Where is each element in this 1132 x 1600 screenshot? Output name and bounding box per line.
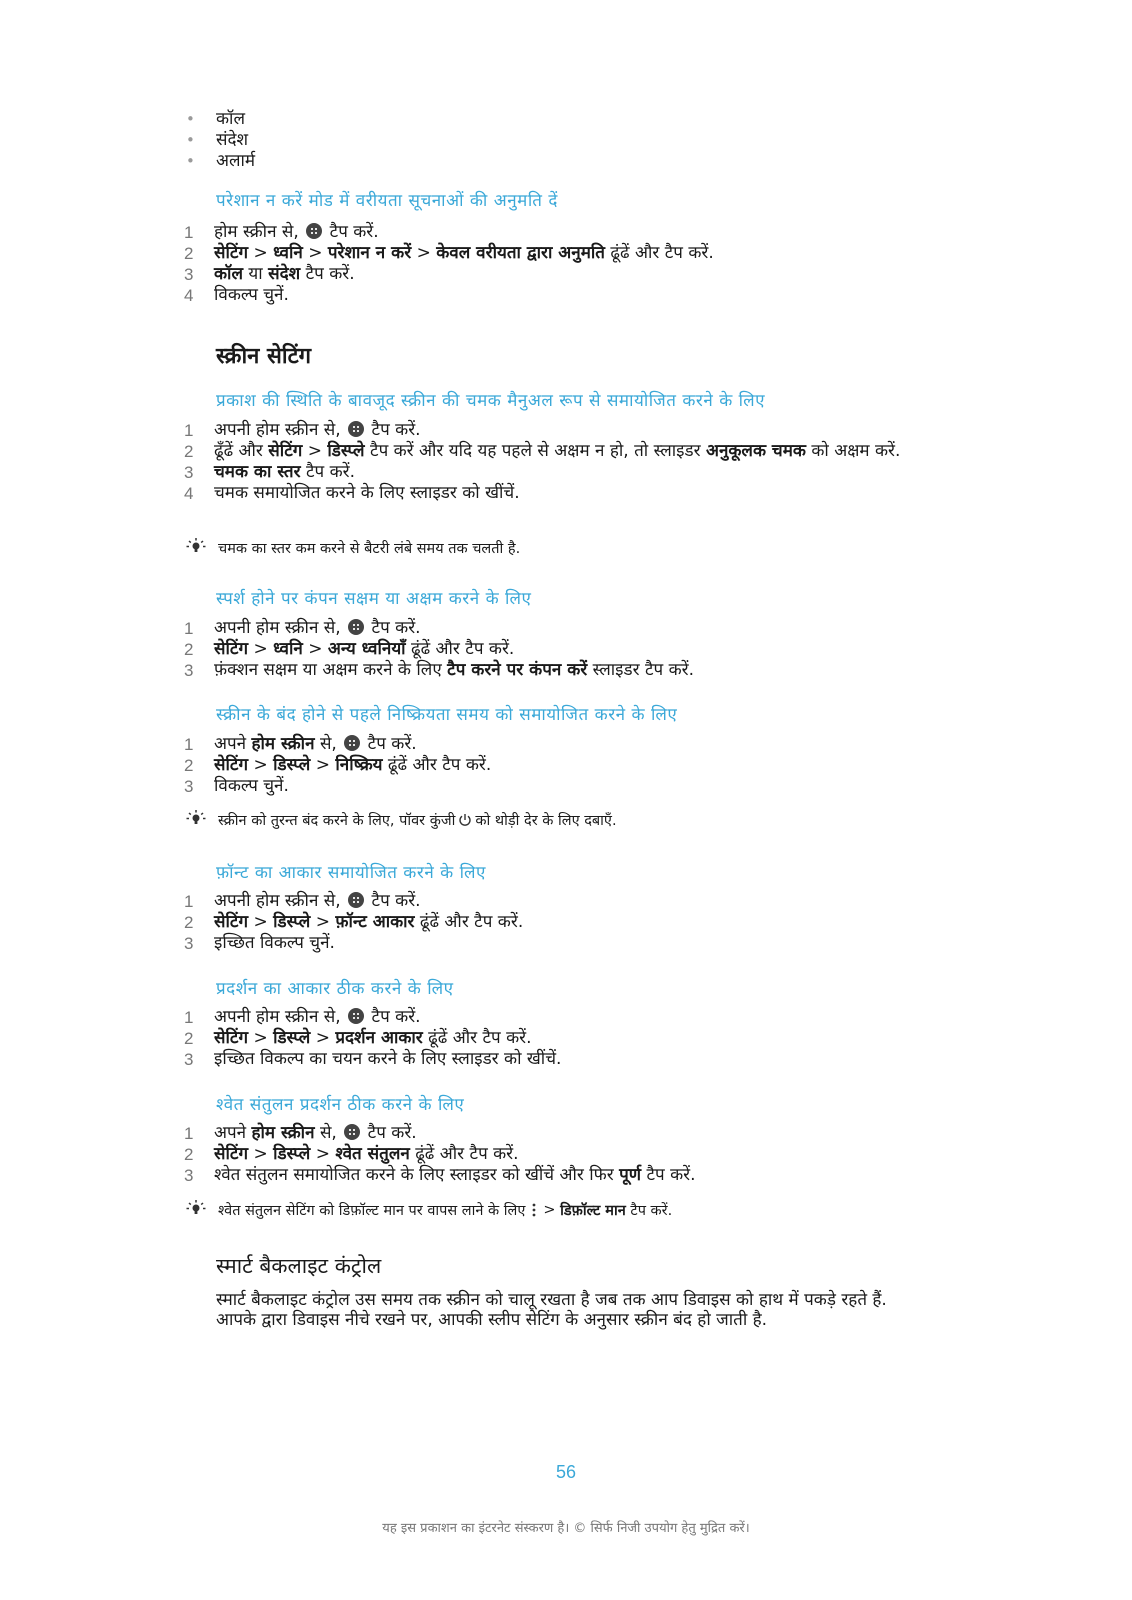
section-heading: स्पर्श होने पर कंपन सक्षम या अक्षम करने के लिए [216,589,532,609]
page-title: स्क्रीन सेटिंग [216,344,312,369]
section-heading: फ़ॉन्ट का आकार समायोजित करने के लिए [216,863,486,883]
footer-note: यह इस प्रकाशन का इंटरनेट संस्करण है। © सिर्फ निजी उपयोग हेतु मुद्रित करें। [382,1521,750,1536]
section-heading: प्रकाश की स्थिति के बावजूद स्क्रीन की चमक मैनुअल रूप से समायोजित करने के लिए [216,391,766,411]
step-item: 2 सेटिंग > डिस्प्ले > प्रदर्शन आकार ढूंढें और टैप करें. [184,1028,532,1048]
list-item: • कॉल [186,109,245,129]
apps-icon [306,223,322,239]
section-heading: परेशान न करें मोड में वरीयता सूचनाओं की अनुमति दें [216,191,558,211]
apps-icon [348,1008,364,1024]
tip-note: स्क्रीन को तुरन्त बंद करने के लिए, पॉवर कुंजी को थोड़ी देर के लिए दबाएँ. [184,810,617,830]
power-icon [458,813,472,827]
step-item: 1 अपनी होम स्क्रीन से, टैप करें. [184,420,421,440]
step-item: 1 अपने होम स्क्रीन से, टैप करें. [184,1123,417,1143]
apps-icon [348,619,364,635]
step-item: 3 चमक का स्तर टैप करें. [184,462,356,482]
step-item: 2 सेटिंग > डिस्प्ले > फ़ॉन्ट आकार ढूंढें और टैप करें. [184,912,524,932]
step-item: 2 सेटिंग > डिस्प्ले > श्वेत संतुलन ढूंढें और टैप करें. [184,1144,519,1164]
section-heading: स्क्रीन के बंद होने से पहले निष्क्रियता समय को समायोजित करने के लिए [216,705,678,725]
apps-icon [344,1124,360,1140]
apps-icon [344,735,360,751]
step-item: 2 ढूँढें और सेटिंग > डिस्प्ले टैप करें और यदि यह पहले से अक्षम न हो, तो स्लाइडर अनुकूलक चमक को अक्षम करें. [184,441,901,461]
steps-list [184,1123,904,1186]
step-item: 3 इच्छित विकल्प का चयन करने के लिए स्लाइडर को खींचें. [184,1049,562,1069]
step-item: 4 चमक समायोजित करने के लिए स्लाइडर को खींचें. [184,483,520,503]
steps-list [184,1007,904,1070]
more-options-icon [529,1203,539,1217]
list-item: • संदेश [186,130,249,150]
step-item: 4 विकल्प चुनें. [184,285,289,305]
list-item: • अलार्म [186,151,256,171]
section-title: स्मार्ट बैकलाइट कंट्रोल [216,1254,382,1278]
step-item: 1 अपनी होम स्क्रीन से, टैप करें. [184,618,421,638]
step-item: 2 सेटिंग > डिस्प्ले > निष्क्रिय ढूंढें और टैप करें. [184,755,492,775]
body-paragraph: स्मार्ट बैकलाइट कंट्रोल उस समय तक स्क्रीन को चालू रखता है जब तक आप डिवाइस को हाथ में पकड़े रहते हैं. आपके द्वारा डिवाइस नीचे रखने पर, आपकी स्लीप सेटिंग के अनुसार स्क्रीन बंद हो जाती है. [216,1290,887,1330]
step-item: 3 फ़ंक्शन सक्षम या अक्षम करने के लिए टैप करने पर कंपन करें स्लाइडर टैप करें. [184,660,695,680]
apps-icon [348,892,364,908]
steps-list [184,420,904,504]
step-item: 1 अपने होम स्क्रीन से, टैप करें. [184,734,417,754]
lightbulb-icon [184,538,218,558]
steps-list [184,891,904,954]
step-item: 1 अपनी होम स्क्रीन से, टैप करें. [184,891,421,911]
page-number: 56 [555,1462,577,1482]
section-heading: श्वेत संतुलन प्रदर्शन ठीक करने के लिए [216,1095,465,1115]
lightbulb-icon [184,810,218,830]
step-item: 1 अपनी होम स्क्रीन से, टैप करें. [184,1007,421,1027]
apps-icon [348,421,364,437]
step-item: 3 कॉल या संदेश टैप करें. [184,264,355,284]
steps-list [184,618,904,681]
step-item: 3 विकल्प चुनें. [184,776,289,796]
step-item: 3 श्वेत संतुलन समायोजित करने के लिए स्लाइडर को खींचें और फिर पूर्ण टैप करें. [184,1165,696,1185]
step-item: 2 सेटिंग > ध्वनि > अन्य ध्वनियाँ ढूंढें और टैप करें. [184,639,515,659]
step-item: 1 होम स्क्रीन से, टैप करें. [184,222,379,242]
lightbulb-icon [184,1200,218,1220]
bullet-list [186,106,255,169]
tip-note: चमक का स्तर कम करने से बैटरी लंबे समय तक चलती है. [184,538,520,558]
step-item: 3 इच्छित विकल्प चुनें. [184,933,335,953]
steps-list [184,222,904,306]
tip-note: श्वेत संतुलन सेटिंग को डिफ़ॉल्ट मान पर वापस लाने के लिए > डिफ़ॉल्ट मान टैप करें. [184,1200,672,1220]
section-heading: प्रदर्शन का आकार ठीक करने के लिए [216,979,454,999]
steps-list [184,734,904,797]
step-item: 2 सेटिंग > ध्वनि > परेशान न करें > केवल वरीयता द्वारा अनुमति ढूंढें और टैप करें. [184,243,714,263]
